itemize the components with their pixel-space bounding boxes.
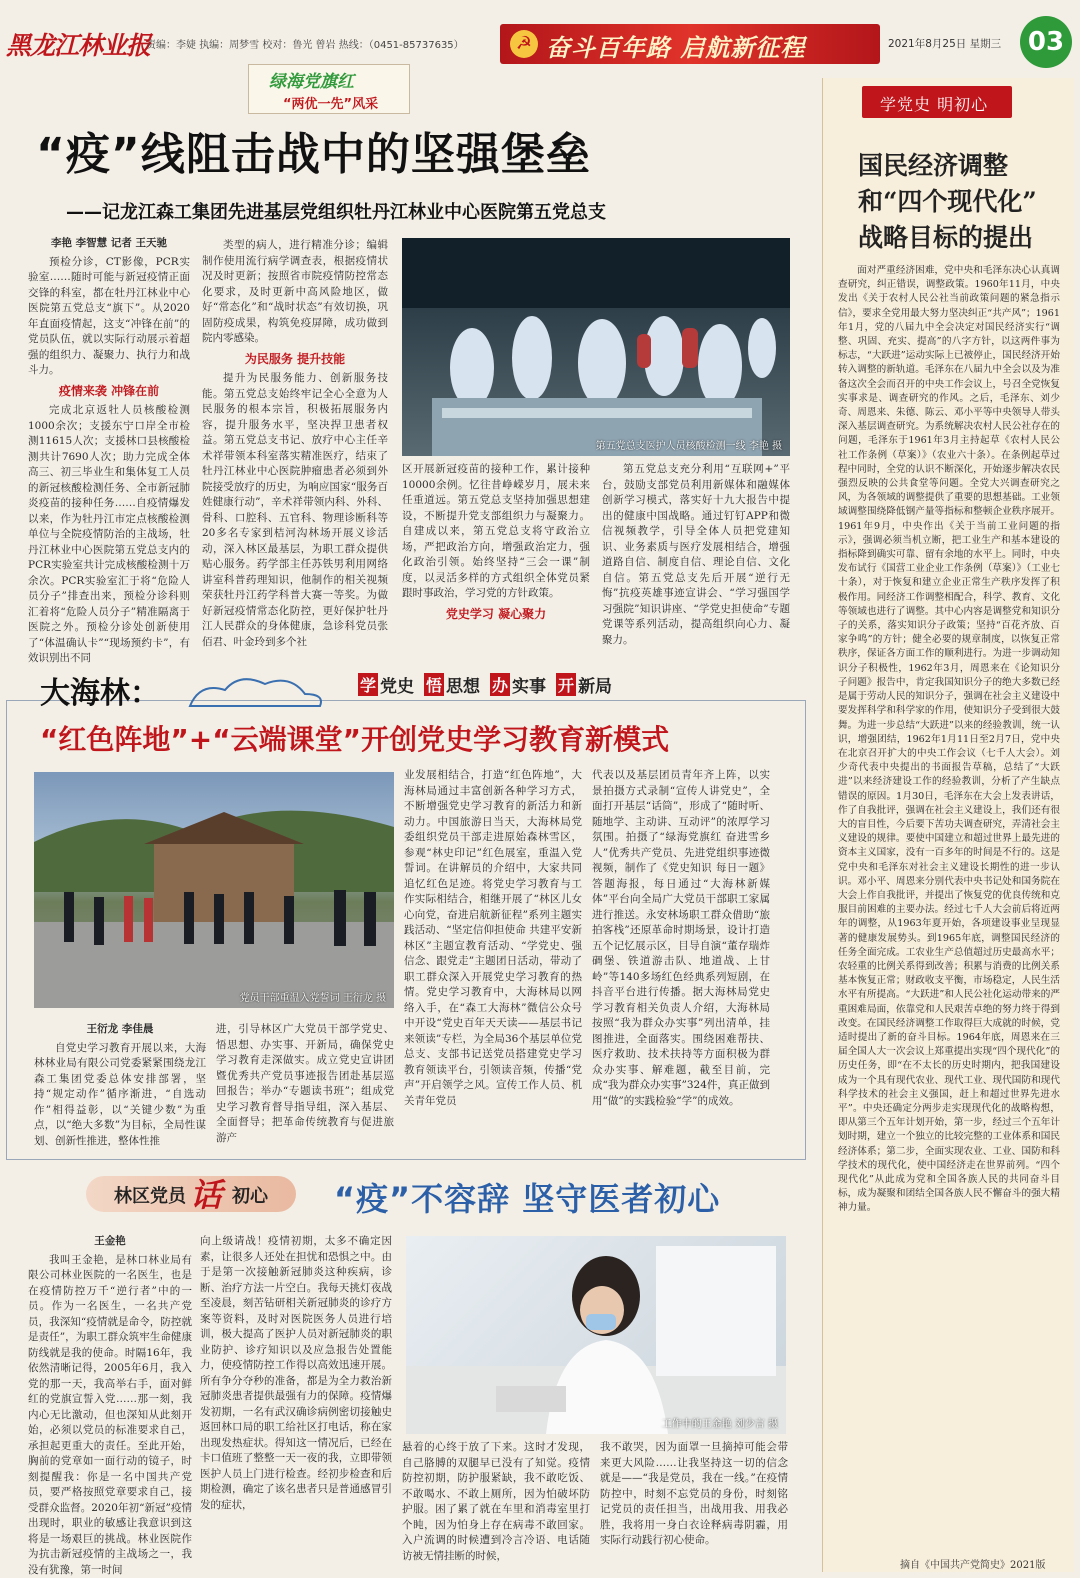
photo-caption: 第五党总支医护人员核酸检测一线 李艳 摄 [596,437,782,452]
paragraph: 区开展新冠疫苗的接种工作，累计接种10000余例。忆往昔峥嵘岁月，展未来任重道远。第五党总支坚持加强思想建设，不断提升党支部组织力与凝聚力。自建成以来，第五党总支将守政治立场，严把政治方向，增强政治定力，强化政治引领。始终坚持“三会一课”制度，以灵活多样的方式组织全体党员紧跟时事政治，学习党的方针政策。 [402,462,590,602]
section-heading: 党史学习 凝心聚力 [402,607,590,623]
paragraph: 类型的病人，进行精准分诊；编辑制作使用流行病学调查表，根据疫情状况及时更新；按照省市院疫情防控常态化要求，及时更新中高风险地区，做好“常态化”和“战时状态”有效切换，巩固防疫成果，构筑免疫屏障，成功做到院内零感染。 [202,238,388,347]
page-number: 03 [1020,16,1072,68]
photo-scene [402,238,790,456]
story1-column-2 [202,238,388,646]
slogan-key: 开 [556,673,576,696]
story2-column-3 [404,768,582,1152]
cloud-icon [180,672,330,716]
sidebar-title [858,148,1058,256]
sidebar-body [838,264,1060,1550]
story2-lead: 大海林： [40,668,160,712]
story2-column-1 [34,1022,206,1152]
issue-date: 2021年8月25日 星期三 [888,36,1001,51]
paragraph: 第五党总支充分利用“互联网+”平台，鼓励支部党员利用新媒体和融媒体创新学习模式，落实好十九大报告中提出的健康中国战略。通过钉钉APP和微信视频教学，引导全体人员把党建知识、业务素质与医疗发展相结合，增强道路自信、制度自信、理论自信、文化自信。第五党总支先后开展“逆行无悔”抗疫英雄事迹宣讲会、“学习强国学习强院”知识讲座、“学党史担使命”专题党课等系列活动，提高组织向心力、凝聚力。 [602,462,790,648]
sidebar-tag [862,86,1012,118]
slogan-word: 实事 [512,672,546,697]
column-tag-2 [86,1166,306,1222]
slogan-word: 新局 [578,672,612,697]
story3-column-4 [600,1440,788,1574]
column-tag-text: 初心 [232,1182,268,1208]
story1-subtitle: ——记龙江森工集团先进基层党组织牡丹江林业中心医院第五党总支 [66,198,606,224]
story2-column-2 [216,1022,394,1152]
paragraph: 我不敢哭，因为面罩一旦摘掉可能会带来更大风险……让我坚持这一切的信念就是——“我是党员，我在一线。”在疫情防控中，时刻不忘党员的身份，时刻铭记党员的责任担当，出战用我、用我必胜，我将用一身白衣诠释病毒阴霾，用实际行动践行初心使命。 [600,1440,788,1549]
hospital-testing-photo [402,238,790,456]
paper-name: 黑龙江林业报 [6,26,150,62]
paragraph: 进，引导林区广大党员干部学党史、悟思想、办实事、开新局，确保党史学习教育走深做实。成立党史宣讲团暨优秀共产党员事迹报告团赴基层巡回报告；举办“专题读书班”；组成党史学习教育督导指导组，深入基层、全面督导；把革命传统教育与促进旅游产 [216,1022,394,1146]
story2-byline: 王衍龙 李佳晨 [34,1022,206,1038]
story2-column-4 [592,768,770,1152]
photo-caption: 工作中的王金艳 刘少言 摄 [662,1415,778,1430]
slogan-word: 思想 [446,672,480,697]
column-tag-title: 绿海党旗红 [269,67,354,92]
photo-scene [34,772,394,1008]
story1-column-4 [602,462,790,648]
photo-scene [406,1236,786,1434]
paragraph: 提升为民服务能力、创新服务技能。第五党总支始终牢记全心全意为人民服务的根本宗旨，积极拓展服务内容，提升服务水平，坚决捍卫患者权益。第五党总支书记、放疗中心主任辛术祥带领本科室落实精准医疗，结束了牡丹江林业中心医院肿瘤患者必须到外院接受放疗的历史，为响应国家“服务百姓健康行动”，辛术祥带领内科、外科、骨科、口腔科、五官科、物理诊断科等20多名专家到桔河沟林场开展义诊活动，深入林区最基层，为职工群众提供贴心服务。药学部主任苏铁男利用网络讲室科普药理知识，他制作的相关视频荣获牡丹江药学科普大赛一等奖。为做好新冠疫情常态化防控，更好保护牡丹江人民群众的身体健康，急诊科党员张佰君、叶金玲到多个社 [202,371,388,650]
story2-title: “红色阵地”+“云端课堂”开创党史学习教育新模式 [40,718,669,758]
story1-byline: 李艳 李智慧 记者 王天驰 [28,236,190,252]
editor-credits: 责编：李婕 执编：周梦雪 校对：鲁光 曾岩 热线：（0451-85737635） [146,36,464,51]
paragraph: 自党史学习教育开展以来，大海林林业局有限公司党委紧紧围绕龙江森工集团党委总体安排部署，坚持“规定动作”循序渐进，“自选动作”相得益彰，以“关键少数”为重点，以“绝大多数”为目标，全局性谋划、创新性推进，整体性推 [34,1041,206,1150]
paragraph: 预检分诊，CT影像，PCR实验室……随时可能与新冠疫情正面交锋的科室，都在牡丹江林业中心医院第五党总支“旗下”。从2020年直面疫情起，这支“冲锋在前”的党员队伍，就以实际行动展示着超强的组织力、凝聚力、执行力和战斗力。 [28,255,190,379]
story1-title: “疫”线阻击战中的坚强堡垒 [36,118,591,182]
story3-column-3 [402,1440,590,1574]
story3-column-1 [28,1234,192,1574]
story1-column-3 [402,462,590,648]
sidebar-title-line: 战略目标的提出 [858,220,1058,256]
paragraph: 完成北京返牡人员核酸检测1000余次；支援东宁口岸全市检测11615人次；支援林口县核酸检测共计7690人次；助力完成全体高三、初三毕业生和集体复工人员的新冠核酸检测任务、全市新冠肺炎疫苗的接种任务……自疫情爆发以来，作为牡丹江市定点核酸检测单位与全院疫情防治的主战场，牡丹江林业中心医院第五党总支内的PCR实验室共计完成核酸检测十万余次。PCR实验室汇于将“危险人员分子”排查出来，预检分诊科则汇着将“危险人员分子”精准隔离于医院之外。预检分诊处创新使用了“体温确认卡”“现场预约卡”，有效识别出不同 [28,403,190,667]
paragraph: 代表以及基层团员青年齐上阵，以实景拍摄方式录制“宣传人讲党史”，全面打开基层“话筒”，形成了“随时听、随地学、主动讲、互动评”的浓厚学习氛围。拍摄了“绿海党旗红 奋进雪乡人”优秀共产党员、先进党组织事迹微视频，制作了《党史知识 每日一题》答题海报，每日通过“大海林新媒体”平台向全局广大党员干部职工家属进行推送。永安林场职工群众借助“旅拍客栈”还原革命时期场景，设计打造五个记忆展示区，目导自演“董存瑞炸碉堡、铁道游击队、地道战、上甘岭”等140多场红色经典系列短剧，在抖音平台进行传播。据大海林局党史学习教育相关负责人介绍，大海林局按照“我为群众办实事”列出清单，挂图推进，全面落实。围绕困难帮扶、医疗救助、技术扶持等方面积极为群众办实事、解难题，截至目前，完成“我为群众办实事”324件，真正做到用“做”的实践检验“学”的成效。 [592,768,770,1109]
sidebar-source: 摘自《中国共产党简史》2021版 [900,1556,1045,1571]
paragraph: 我叫王金艳，是林口林业局有限公司林业医院的一名医生，也是在疫情防控万千“逆行者”中的一员。作为一名医生，一名共产党员，我深知“疫情就是命令，防控就是责任”，为职工群众筑牢生命健康防线就是我的使命。时隔16年，我依然清晰记得，2005年6月，我入党的那一天，我高举右手，面对鲜红的党旗宣誓入党……那一刻，我内心无比激动，但也深知从此刻开始，必须以党员的标准要求自己，承担起更重大的责任。至此开始，胸前的党章如一面行动的镜子，时刻提醒我：你是一名中国共产党员，要严格按照党章要求自己，接受群众监督。2020年初“新冠”疫情出现时，职业的敏感让我意识到这将是一场艰巨的挑战。林业医院作为抗击新冠疫情的主战场之一，我没有犹豫，第一时间 [28,1253,192,1578]
story1-column-1 [28,236,190,646]
column-tag-text: 林区党员 [114,1182,186,1208]
column-tag-subtitle: “两优一先”风采 [283,93,378,112]
column-tag-highlight: 话 [190,1170,222,1216]
photo-caption: 党员干部重温入党誓词 王衍龙 摄 [240,989,386,1004]
slogan-key: 学 [358,673,378,696]
story3-byline: 王金艳 [28,1234,192,1250]
party-emblem-icon: ☭ [510,30,538,58]
section-heading: 为民服务 提升技能 [202,352,388,368]
oath-photo [34,772,394,1008]
section-heading: 疫情来袭 冲锋在前 [28,384,190,400]
masthead [0,0,1080,70]
paragraph: 业发展相结合，打造“红色阵地”，大海林局通过丰富创新各种学习方式，不断增强党史学习教育的新活力和新动力。中国旅游日当天，大海林局党委组织党员干部走进原始森林雪区，参观“林史印记”红色展室，重温入党誓词。在讲解员的介绍中，大家共同追忆红色足迹。将党史学习教育与工作实际相结合，相继开展了“林区儿女心向党，奋进启航新征程”系列主题实践活动、“坚定信仰担使命 共建平安新林区”主题宣教育活动、“学党史、强信念、跟党走”主题团日活动，带动了职工群众深入开展党史学习教育的热情。党史学习教育中，大海林局以网络入手，在“森工大海林”微信公众号中开设“党史百年天天读——基层书记来领读”专栏，为全局36个基层单位党总支、支部书记送党员搭建党史学习教育领读平台，引领读音频，传播“党声”开启领学之风。宣传工作人员、机关青年党员 [404,768,582,1109]
study-slogan [358,672,612,697]
slogan-key: 办 [490,673,510,696]
paragraph: 向上级请战！疫情初期，太多不确定因素，让很多人还处在担忧和恐惧之中。由于是第一次接触新冠肺炎这种疾病，诊断、治疗方法一片空白。我每天挑灯夜战至凌晨，刻苦钻研相关新冠肺炎的诊疗方案等资料，及时对医院医务人员进行培训，极大提高了医护人员对新冠肺炎的职业防护、诊疗知识以及应急报告处置能力，使疫情防控工作得以高效迅速开展。所有争分夺秒的准备，都是为全力救治新冠肺炎患者提供最强有力的保障。疫情爆发初期，一名有武汉确诊病例密切接触史返回林口局的职工给社区打电话，称在家出现发热症状。得知这一情况后，已经在卡口值班了整整一天一夜的我，立即带领医护人员上门进行检查。经初步检查和后期检测，确定了该名患者只是普通感冒引发的症状， [200,1234,392,1513]
story3-column-2 [200,1234,392,1574]
slogan-word: 党史 [380,672,414,697]
paragraph: 悬着的心终于放了下来。这时才发现，自己胳膊的双腿早已没有了知觉。疫情防控初期，防护服紧缺，我不敢吃饭、不敢喝水、不敢上厕所，因为怕破坏防护服。困了累了就在车里和消毒室里打个盹，因为怕身上存在病毒不敢回家。入户流调的时候遭到冷言冷语、电话随访被无情挂断的时候， [402,1440,590,1564]
sidebar-tag-text: 学党史 明初心 [880,92,988,115]
sidebar-title-line: 和“四个现代化” [858,184,1058,220]
story3-title: “疫”不容辞 坚守医者初心 [334,1174,720,1220]
column-tag [248,64,410,114]
sidebar-title-line: 国民经济调整 [858,148,1058,184]
paragraph: 面对严重经济困难，党中央和毛泽东决心认真调查研究，纠正错误，调整政策。1960年11月，中央发出《关于农村人民公社当前政策问题的紧急指示信》，要求全党用最大努力坚决纠正“共产风”；1961年1月，党的八届九中全会决定对国民经济实行“调整、巩固、充实、提高”的八字方针，以这两件事为标志，“大跃进”运动实际上已被停止，国民经济开始转入调整的新轨道。毛泽东在八届九中全会以及为准备这次全会而召开的中央工作会议上，号召全党恢复实事求是、调查研究的作风。之后，毛泽东、刘少奇、周恩来、朱德、陈云、邓小平等中央领导人带头深入基层调查研究。为系统解决农村人民公社存在的问题，毛泽东于1961年3月主持起草《农村人民公社工作条例（草案）》（农业六十条）。在条例起草过程中同时，全党的认识不断深化，开始逐步解决农民强烈反映的公共食堂等问题。全党大兴调查研究之风，为各领域的调整提供了重要的思想基础。工业领域调整围绕降低钢产量等指标和整顿企业秩序展开。1961年9月，中央作出《关于当前工业问题的指示》，强调必须当机立断，把工业生产和基本建设的指标降到确实可靠、留有余地的水平上。同时，中央发布试行《国营工业企业工作条例（草案）》（工业七十条），对于恢复和建立企业正常生产秩序发挥了积极作用。同经济工作调整相配合，科学、教育、文化等领域也进行了调整。其中心内容是调整党和知识分子的关系，落实知识分子政策；坚持“百花齐放、百家争鸣”的方针；健全必要的规章制度，以恢复正常秩序，保证各方面工作的顺利进行。为进一步调动知识分子积极性，1962年3月，周恩来在《论知识分子问题》报告中，肯定我国知识分子的绝大多数已经是属于劳动人民的知识分子，强调在社会主义建设中要发挥科学和科学家的作用，使知识分子受到很大鼓舞。为进一步总结“大跃进”以来的经验教训，统一认识，增强团结，1962年1月11日至2月7日，党中央在北京召开扩大的中央工作会议（七千人大会）。刘少奇代表中央提出的书面报告草稿，总结了“大跃进”以来经济建设工作的经验教训，分析了产生缺点错误的原因。1月30日，毛泽东在大会上发表讲话，作了自我批评，强调在社会主义建设上，我们还有很大的盲目性，今后要下苦功夫调查研究，弄清社会主义建设的规律。要使中国建立和超过世界上最先进的资本主义国家，没有一百多年的时间是不行的。这是党中央和毛泽东对社会主义建设长期性的进一步认识。邓小平、周恩来分别代表中央书记处和国务院在大会上作自我批评，并提出了恢复党的优良传统和克服目前困难的主要办法。经过七千人大会前后将近两年的调整，从1963年夏开始，各项建设事业呈现显著的健康发展势头。到1965年底，调整国民经济的任务全面完成。工农业生产总值超过历史最高水平；农轻重的比例关系得到改善；积累与消费的比例关系基本恢复正常；财政收支平衡，市场稳定，人民生活水平有所提高。“大跃进”和人民公社化运动带来的严重困难局面，依靠党和人民艰苦卓绝的努力终于得到改变。在国民经济调整工作取得巨大成就的时候，党适时提出了新的奋斗目标。1964年底，周恩来在三届全国人大一次会议上郑重提出实现“四个现代化”的历史任务，即“在不太长的历史时期内，把我国建设成为一个具有现代农业、现代工业、现代国防和现代科学技术的社会主义强国，赶上和超过世界先进水平”。中央还确定分两步走实现现代化的战略构想，即从第三个五年计划开始，第一步，经过三个五年计划时期，建立一个独立的比较完整的工业体系和国民经济体系；第二步，全面实现农业、工业、国防和科学技术的现代化，使中国经济走在世界前列。“四个现代化”从此成为党和全国各族人民的共同奋斗目标，成为凝聚和团结全国各族人民不懈奋斗的强大精神力量。 [838,264,1060,1216]
slogan-key: 悟 [424,673,444,696]
banner-text: 奋斗百年路 启航新征程 [546,28,805,63]
doctor-photo [406,1236,786,1434]
banner [500,24,880,64]
